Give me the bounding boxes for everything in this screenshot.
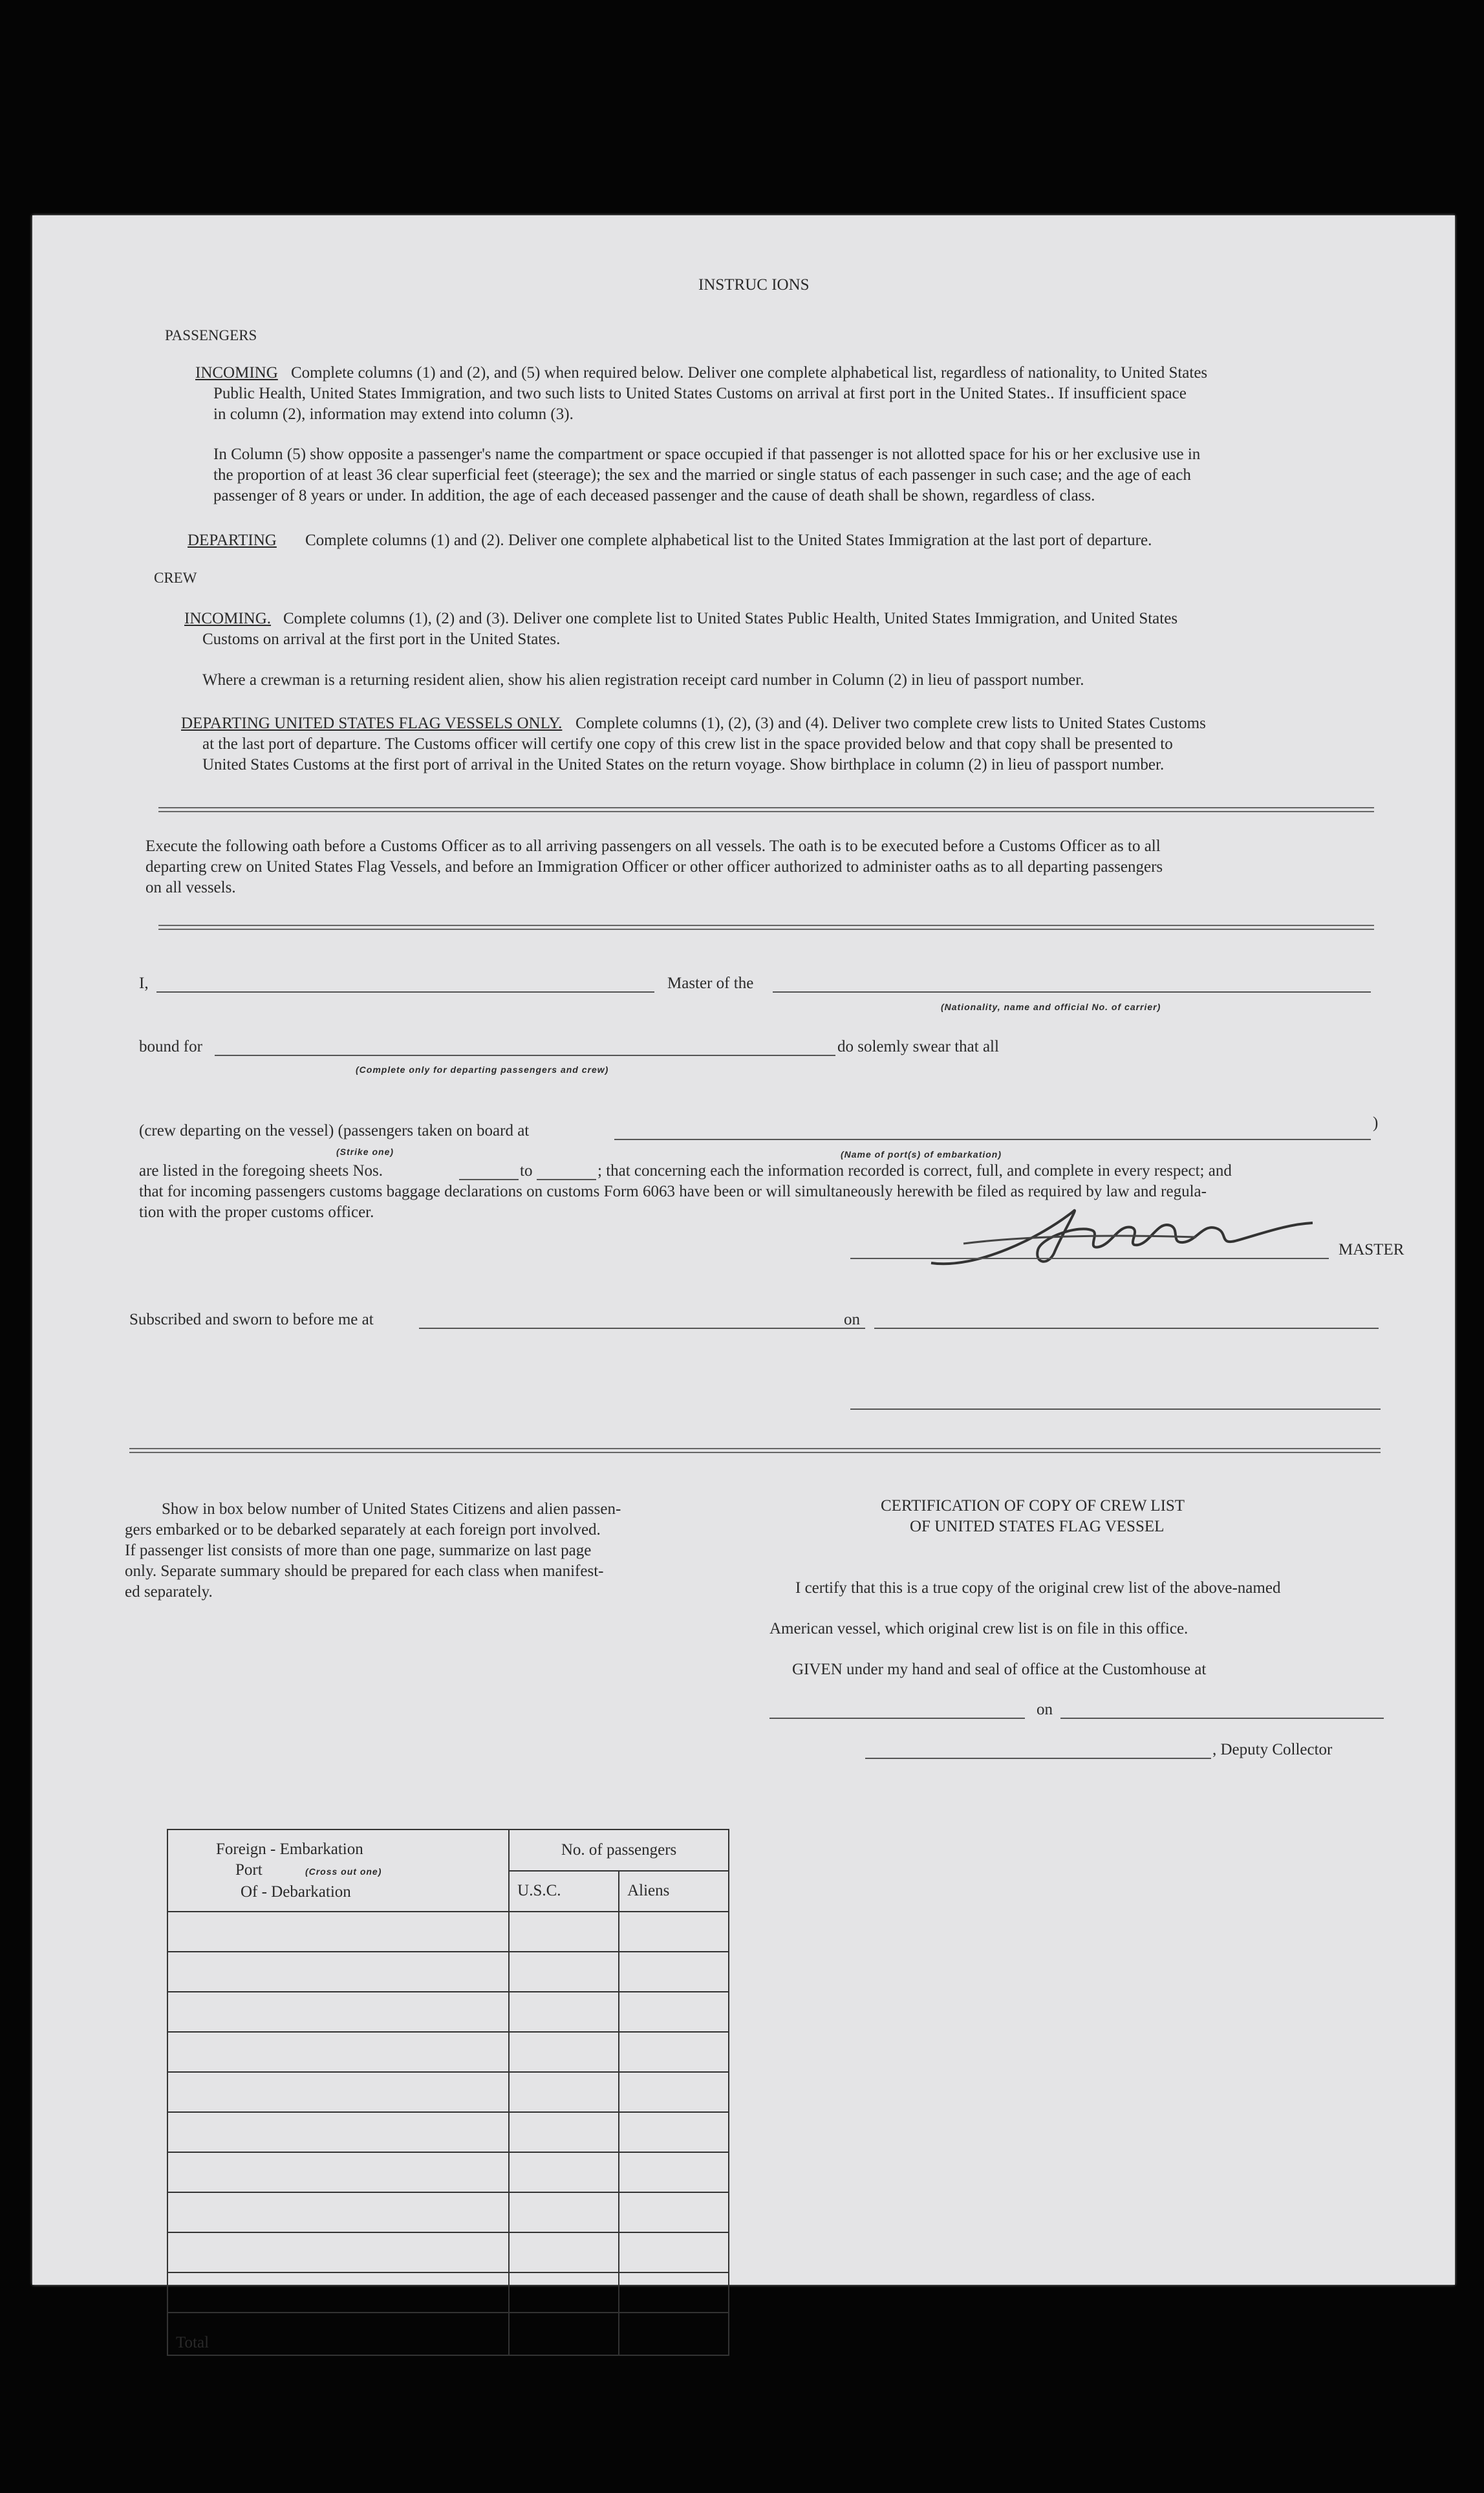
- usc-cell[interactable]: [509, 1912, 619, 1952]
- port-cell[interactable]: [167, 1912, 509, 1952]
- sworn-place-line[interactable]: [419, 1328, 865, 1329]
- oath-instructions-line-2: departing crew on United States Flag Vessels, and before an Immigration Officer or other officer authorized to administer oaths as to all departing passengers: [145, 858, 1163, 876]
- oath-instructions-line-3: on all vessels.: [145, 879, 236, 896]
- crew-incoming-label: INCOMING.: [184, 610, 272, 627]
- passengers-departing-text: Complete columns (1) and (2). Deliver one complete alphabetical list to the United States Immigration at the last port of departure.: [305, 532, 1152, 549]
- table-row: [167, 1952, 729, 1992]
- port-cell[interactable]: [167, 2272, 509, 2313]
- form-page: [32, 215, 1455, 2351]
- oath-line-2: that for incoming passengers customs baggage declarations on customs Form 6063 have been or will simultaneously herewith be filed as required by law and regula-: [139, 1183, 1207, 1200]
- table-row: [167, 2272, 729, 2313]
- usc-cell[interactable]: [509, 2112, 619, 2152]
- passengers-incoming-line-2: Public Health, United States Immigration, and two such lists to United States Customs on arrival at first port in the United States.. If insufficient space: [213, 385, 1187, 402]
- table-row: [167, 1992, 729, 2032]
- oath-line-3: tion with the proper customs officer.: [139, 1203, 374, 1221]
- usc-cell[interactable]: [509, 2072, 619, 2112]
- crew-returning-text: Where a crewman is a returning resident alien, show his alien registration receipt card number in Column (2) in lieu of passport number.: [202, 671, 1084, 689]
- summary-line-4: only. Separate summary should be prepared for each class when manifest-: [125, 1562, 604, 1580]
- no-of-passengers-header: No. of passengers: [509, 1829, 729, 1871]
- usc-cell[interactable]: [509, 2152, 619, 2192]
- cross-out-caption: (Cross out one): [305, 1866, 382, 1877]
- strike-one-caption: (Strike one): [336, 1147, 394, 1157]
- nationality-caption: (Nationality, name and official No. of carrier): [941, 1002, 1161, 1012]
- summary-line-2: gers embarked or to be debarked separately at each foreign port involved.: [125, 1521, 601, 1538]
- port-cell[interactable]: [167, 2232, 509, 2272]
- aliens-cell[interactable]: [619, 2192, 729, 2232]
- crew-departing-text: (crew departing on the vessel) (passengers taken on board at: [139, 1122, 530, 1139]
- usc-cell[interactable]: [509, 2272, 619, 2313]
- oath-i-label: I,: [139, 975, 149, 992]
- total-row: [167, 2313, 729, 2355]
- aliens-cell[interactable]: [619, 2032, 729, 2072]
- passengers-incoming-label: INCOMING: [195, 364, 278, 382]
- port-header-cell: [167, 1829, 509, 1912]
- port-cell[interactable]: [167, 2112, 509, 2152]
- master-signature-line[interactable]: [850, 1258, 1329, 1259]
- divider: [129, 1448, 1381, 1453]
- table-row: [167, 2232, 729, 2272]
- usc-total-cell[interactable]: [509, 2313, 619, 2355]
- port-header-line-1: Foreign - Embarkation: [216, 1840, 363, 1858]
- column5-line-2: the proportion of at least 36 clear superficial feet (steerage); the sex and the married or single status of each passenger in such case; and the age of each: [213, 466, 1191, 484]
- carrier-line[interactable]: [773, 991, 1371, 993]
- port-cell[interactable]: [167, 2072, 509, 2112]
- certification-title-1: CERTIFICATION OF COPY OF CREW LIST: [881, 1497, 1185, 1515]
- certification-line-3: GIVEN under my hand and seal of office at the Customhouse at: [792, 1661, 1207, 1678]
- usc-cell[interactable]: [509, 2232, 619, 2272]
- deputy-collector-label: , Deputy Collector: [1212, 1741, 1333, 1758]
- port-header-line-3: Of - Debarkation: [241, 1883, 351, 1901]
- master-name-line[interactable]: [156, 991, 654, 993]
- listed-suffix: ; that concerning each the information recorded is correct, full, and complete in every respect; and: [597, 1162, 1232, 1180]
- table-row: [167, 2152, 729, 2192]
- aliens-header: Aliens: [619, 1871, 729, 1912]
- passengers-incoming-line-1: Complete columns (1) and (2), and (5) when required below. Deliver one complete alphabetical list, regardless of nationality, to United States: [291, 364, 1208, 382]
- usc-cell[interactable]: [509, 2192, 619, 2232]
- passengers-departing-label: DEPARTING: [188, 532, 277, 549]
- certification-title-2: OF UNITED STATES FLAG VESSEL: [910, 1518, 1165, 1535]
- oath-instructions-line-1: Execute the following oath before a Customs Officer as to all arriving passengers on all vessels. The oath is to be executed before a Customs Officer as to all: [145, 837, 1161, 855]
- table-row: [167, 1912, 729, 1952]
- complete-only-caption: (Complete only for departing passengers and crew): [356, 1064, 609, 1075]
- sheet-to-line[interactable]: [537, 1179, 596, 1180]
- sheet-from-line[interactable]: [459, 1179, 519, 1180]
- divider: [158, 925, 1374, 930]
- column5-line-3: passenger of 8 years or under. In addition, the age of each deceased passenger and the cause of death shall be shown, regardless of class.: [213, 487, 1095, 504]
- usc-cell[interactable]: [509, 1992, 619, 2032]
- usc-header: U.S.C.: [509, 1871, 619, 1912]
- close-paren: ): [1373, 1114, 1379, 1132]
- divider: [158, 807, 1374, 812]
- summary-line-1: Show in box below number of United States Citizens and alien passen-: [162, 1500, 621, 1518]
- subscribed-text: Subscribed and sworn to before me at: [129, 1311, 374, 1328]
- solemnly-swear-text: do solemly swear that all: [837, 1038, 999, 1055]
- total-label: Total: [167, 2313, 509, 2355]
- aliens-cell[interactable]: [619, 2152, 729, 2192]
- crew-heading: CREW: [154, 570, 197, 586]
- certification-on-label: on: [1037, 1701, 1053, 1718]
- certification-date-line[interactable]: [1060, 1718, 1384, 1719]
- crew-departing-line-2: at the last port of departure. The Customs officer will certify one copy of this crew list in the space provided below and that copy shall be presented to: [202, 735, 1173, 753]
- aliens-cell[interactable]: [619, 1952, 729, 1992]
- on-label: on: [844, 1311, 860, 1328]
- port-cell[interactable]: [167, 2152, 509, 2192]
- crew-incoming-line-2: Customs on arrival at the first port in the United States.: [202, 631, 561, 648]
- certification-line-1: I certify that this is a true copy of the original crew list of the above-named: [795, 1579, 1281, 1597]
- aliens-cell[interactable]: [619, 1912, 729, 1952]
- bound-for-line[interactable]: [215, 1055, 835, 1056]
- sworn-date-line[interactable]: [874, 1328, 1379, 1329]
- port-header-port: Port: [235, 1861, 263, 1879]
- master-label: MASTER: [1339, 1241, 1404, 1258]
- usc-cell[interactable]: [509, 1952, 619, 1992]
- listed-prefix: are listed in the foregoing sheets Nos.: [139, 1162, 383, 1180]
- table-row: [167, 2032, 729, 2072]
- to-label: to: [520, 1162, 533, 1180]
- name-of-ports-caption: (Name of port(s) of embarkation): [841, 1149, 1002, 1160]
- aliens-cell[interactable]: [619, 2072, 729, 2112]
- table-row: [167, 2112, 729, 2152]
- deputy-collector-line[interactable]: [865, 1758, 1211, 1759]
- usc-cell[interactable]: [509, 2032, 619, 2072]
- certification-line-2: American vessel, which original crew list is on file in this office.: [769, 1620, 1188, 1637]
- aliens-cell[interactable]: [619, 1992, 729, 2032]
- crew-departing-line-3: United States Customs at the first port of arrival in the United States on the return voyage. Show birthplace in column (2) in lieu of passport number.: [202, 756, 1165, 773]
- officer-signature-line[interactable]: [850, 1408, 1381, 1410]
- port-cell[interactable]: [167, 1952, 509, 1992]
- table-row: [167, 2192, 729, 2232]
- crew-incoming-line-1: Complete columns (1), (2) and (3). Deliver one complete list to United States Public Health, United States Immigration, and United States: [283, 610, 1178, 627]
- crew-departing-label: DEPARTING UNITED STATES FLAG VESSELS ONLY.: [181, 715, 563, 732]
- aliens-cell[interactable]: [619, 2272, 729, 2313]
- passengers-incoming-line-3: in column (2), information may extend into column (3).: [213, 405, 574, 423]
- passengers-heading: PASSENGERS: [165, 327, 257, 343]
- master-of-the-label: Master of the: [667, 975, 754, 992]
- embarkation-ports-line[interactable]: [614, 1139, 1371, 1140]
- aliens-total-cell[interactable]: [619, 2313, 729, 2355]
- bound-for-label: bound for: [139, 1038, 202, 1055]
- column5-line-1: In Column (5) show opposite a passenger's name the compartment or space occupied if that passenger is not allotted space for his or her exclusive use in: [213, 446, 1201, 463]
- crew-departing-line-1: Complete columns (1), (2), (3) and (4). Deliver two complete crew lists to United States Customs: [575, 715, 1206, 732]
- summary-line-3: If passenger list consists of more than one page, summarize on last page: [125, 1542, 592, 1559]
- table-row: [167, 2072, 729, 2112]
- port-cell[interactable]: [167, 1992, 509, 2032]
- aliens-cell[interactable]: [619, 2232, 729, 2272]
- passenger-summary-table: [167, 1829, 729, 2356]
- customhouse-line[interactable]: [769, 1718, 1025, 1719]
- aliens-cell[interactable]: [619, 2112, 729, 2152]
- port-cell[interactable]: [167, 2032, 509, 2072]
- port-cell[interactable]: [167, 2192, 509, 2232]
- summary-line-5: ed separately.: [125, 1583, 213, 1601]
- page-title: INSTRUC IONS: [698, 276, 810, 294]
